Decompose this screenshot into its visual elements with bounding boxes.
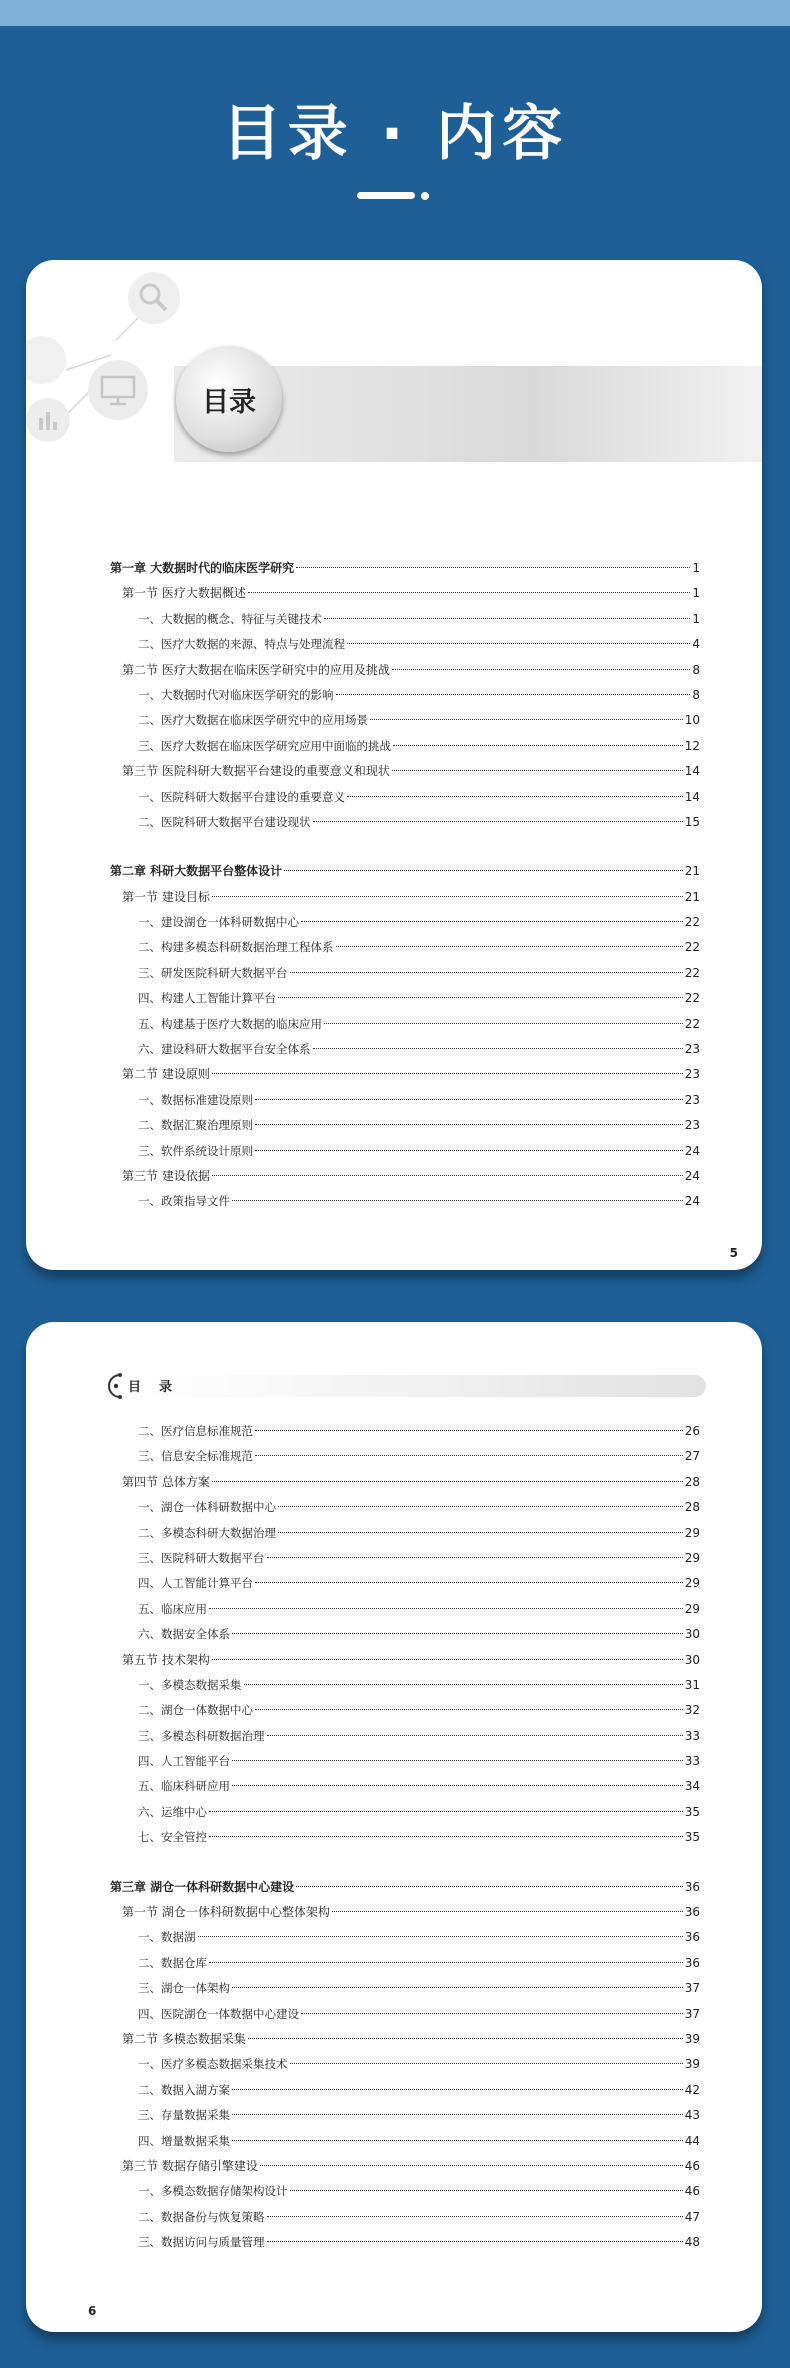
dot-leader — [267, 2241, 683, 2242]
dot-leader — [301, 2013, 683, 2014]
dot-leader — [324, 618, 690, 619]
toc-entry-title: 第三节 数据存储引擎建设 — [122, 2158, 258, 2173]
dot-leader — [392, 669, 691, 670]
dot-leader — [212, 896, 683, 897]
toc-subsection-entry — [110, 1749, 700, 1774]
toc-subsection-entry — [110, 1444, 700, 1469]
toc-entry-page: 30 — [684, 1652, 700, 1667]
toc-list — [110, 556, 700, 1215]
dot-leader — [212, 1175, 683, 1176]
dot-leader — [267, 1735, 683, 1736]
toc-entry-title: 第一章 大数据时代的临床医学研究 — [110, 561, 295, 575]
document-icon — [26, 336, 66, 384]
title-underline-dot — [421, 192, 429, 200]
toc-section-entry — [110, 885, 700, 910]
toc-entry-title: 二、医院科研大数据平台建设现状 — [138, 814, 311, 829]
toc-entry-page: 28 — [684, 1474, 700, 1489]
dot-leader — [313, 821, 683, 822]
toc-entry-page: 23 — [684, 1118, 700, 1133]
toc-page-5 — [26, 260, 762, 1270]
toc-subsection-entry — [110, 1698, 700, 1723]
toc-entry-page: 29 — [684, 1576, 700, 1591]
toc-entry-title: 三、研发医院科研大数据平台 — [138, 965, 288, 980]
toc-entry-title: 二、医疗信息标准规范 — [138, 1424, 253, 1438]
toc-entry-title: 二、医疗大数据在临床医学研究中的应用场景 — [138, 713, 368, 728]
toc-subsection-entry — [110, 1088, 700, 1113]
toc-entry-page: 24 — [684, 1143, 700, 1158]
dot-leader — [284, 870, 683, 871]
dot-leader — [232, 1760, 683, 1761]
dot-leader — [324, 1023, 683, 1024]
toc-section-entry — [110, 1648, 700, 1673]
toc-entry-page: 23 — [684, 1042, 700, 1057]
dot-leader — [290, 2063, 683, 2064]
toc-entry-title: 三、存量数据采集 — [138, 2108, 230, 2123]
toc-entry-page: 28 — [684, 1500, 700, 1515]
toc-subsection-entry — [110, 708, 700, 733]
toc-subsection-entry — [110, 1012, 700, 1037]
dot-leader — [255, 1099, 683, 1100]
toc-entry-title: 二、多模态科研大数据治理 — [138, 1525, 276, 1540]
toc-entry-page: 36 — [684, 1930, 700, 1945]
toc-entry-title: 二、构建多模态科研数据治理工程体系 — [138, 940, 334, 955]
dot-leader — [290, 972, 683, 973]
toc-chapter-entry — [110, 1875, 700, 1900]
toc-entry-page: 14 — [684, 764, 700, 779]
toc-entry-page: 29 — [684, 1550, 700, 1565]
toc-entry-page: 35 — [684, 1804, 700, 1819]
toc-entry-page: 30 — [684, 1627, 700, 1642]
toc-entry-page: 48 — [684, 2235, 700, 2250]
toc-entry-title: 四、增量数据采集 — [138, 2133, 230, 2148]
toc-entry-page: 15 — [684, 814, 700, 829]
running-head — [106, 1372, 706, 1398]
toc-entry-title: 七、安全管控 — [138, 1830, 207, 1845]
toc-section-entry — [110, 2027, 700, 2052]
toc-entry-page: 37 — [684, 1981, 700, 1996]
toc-entry-title: 六、建设科研大数据平台安全体系 — [138, 1042, 311, 1057]
dot-leader — [212, 1659, 683, 1660]
toc-subsection-entry — [110, 2103, 700, 2128]
toc-entry-page: 8 — [692, 687, 700, 702]
toc-subsection-entry — [110, 1113, 700, 1138]
toc-entry-title: 一、大数据时代对临床医学研究的影响 — [138, 687, 334, 702]
toc-subsection-entry — [110, 1774, 700, 1799]
dot-leader — [209, 1811, 683, 1812]
toc-section-entry — [110, 1900, 700, 1925]
toc-section-entry — [110, 1470, 700, 1495]
toc-section-entry — [110, 759, 700, 784]
search-icon — [128, 272, 180, 324]
toc-subsection-entry — [110, 2230, 700, 2255]
dot-leader — [278, 1532, 683, 1533]
toc-entry-page: 35 — [684, 1830, 700, 1845]
toc-entry-page: 36 — [684, 1879, 700, 1894]
toc-entry-page: 29 — [684, 1525, 700, 1540]
toc-entry-title: 三、数据访问与质量管理 — [138, 2235, 265, 2250]
toc-list — [110, 1419, 700, 2256]
toc-entry-page: 8 — [692, 662, 700, 677]
chart-icon — [26, 398, 70, 442]
toc-entry-title: 一、大数据的概念、特征与关键技术 — [138, 611, 322, 626]
toc-subsection-entry — [110, 1800, 700, 1825]
page-number: 5 — [729, 1246, 738, 1260]
toc-entry-page: 22 — [684, 915, 700, 930]
toc-entry-title: 二、湖仓一体数据中心 — [138, 1703, 253, 1718]
toc-section-entry — [110, 581, 700, 606]
toc-subsection-entry — [110, 810, 700, 835]
toc-entry-title: 一、医院科研大数据平台建设的重要意义 — [138, 789, 345, 804]
toc-entry-page: 46 — [684, 2158, 700, 2173]
toc-entry-title: 第三节 医院科研大数据平台建设的重要意义和现状 — [122, 764, 390, 779]
toc-subsection-entry — [110, 1571, 700, 1596]
toc-entry-page: 22 — [684, 940, 700, 955]
toc-entry-title: 四、人工智能平台 — [138, 1754, 230, 1769]
dot-leader — [232, 1200, 683, 1201]
toc-entry-page: 4 — [692, 637, 700, 652]
toc-subsection-entry — [110, 607, 700, 632]
dot-leader — [255, 1582, 683, 1583]
toc-entry-page: 23 — [684, 1092, 700, 1107]
toc-entry-title: 第一节 湖仓一体科研数据中心整体架构 — [122, 1905, 330, 1920]
toc-entry-page: 33 — [684, 1728, 700, 1743]
dot-leader — [296, 567, 690, 568]
page-title: 目录 · 内容 — [221, 99, 569, 169]
dot-leader — [336, 694, 691, 695]
dot-leader — [212, 1073, 683, 1074]
toc-subsection-entry — [110, 1825, 700, 1850]
dot-leader — [198, 1936, 683, 1937]
toc-entry-page: 1 — [692, 586, 700, 601]
toc-subsection-entry — [110, 1037, 700, 1062]
dot-leader — [267, 1557, 683, 1558]
page-number: 6 — [88, 2304, 97, 2318]
toc-entry-title: 第三节 建设依据 — [122, 1168, 210, 1183]
toc-entry-title: 第二节 医疗大数据在临床医学研究中的应用及挑战 — [122, 662, 390, 677]
dot-leader — [255, 1709, 683, 1710]
dot-leader — [278, 997, 683, 998]
toc-entry-title: 一、数据标准建设原则 — [138, 1092, 253, 1107]
toc-subsection-entry — [110, 1597, 700, 1622]
toc-subsection-entry — [110, 2078, 700, 2103]
toc-entry-title: 四、构建人工智能计算平台 — [138, 991, 276, 1006]
toc-subsection-entry — [110, 1925, 700, 1950]
toc-entry-title: 第二节 建设原则 — [122, 1067, 210, 1082]
dot-leader — [232, 2114, 683, 2115]
dot-leader — [347, 796, 683, 797]
toc-entry-title: 一、多模态数据采集 — [138, 1677, 242, 1692]
toc-entry-page: 24 — [684, 1168, 700, 1183]
dot-leader — [392, 770, 683, 771]
dot-leader — [232, 1785, 683, 1786]
dot-leader — [255, 1124, 683, 1125]
toc-entry-page: 36 — [684, 1905, 700, 1920]
dot-leader — [347, 643, 690, 644]
toc-entry-page: 1 — [692, 561, 700, 575]
toc-badge — [176, 346, 282, 452]
toc-subsection-entry — [110, 961, 700, 986]
toc-subsection-entry — [110, 1495, 700, 1520]
toc-chapter-entry — [110, 859, 700, 884]
toc-chapter-entry — [110, 556, 700, 581]
toc-entry-title: 五、构建基于医疗大数据的临床应用 — [138, 1016, 322, 1031]
dot-leader — [232, 2140, 683, 2141]
monitor-icon — [88, 360, 148, 420]
toc-entry-page: 37 — [684, 2006, 700, 2021]
toc-entry-title: 三、医院科研大数据平台 — [138, 1550, 265, 1565]
toc-entry-title: 三、多模态科研数据治理 — [138, 1728, 265, 1743]
toc-section-entry — [110, 658, 700, 683]
toc-entry-page: 1 — [692, 611, 700, 626]
title-underline — [357, 192, 415, 199]
toc-subsection-entry — [110, 1951, 700, 1976]
toc-entry-page: 21 — [684, 889, 700, 904]
toc-entry-title: 一、湖仓一体科研数据中心 — [138, 1500, 276, 1515]
toc-subsection-entry — [110, 1673, 700, 1698]
toc-entry-title: 一、政策指导文件 — [138, 1194, 230, 1209]
toc-entry-page: 14 — [684, 789, 700, 804]
toc-entry-title: 第二节 多模态数据采集 — [122, 2031, 246, 2046]
toc-subsection-entry — [110, 1521, 700, 1546]
toc-entry-page: 33 — [684, 1754, 700, 1769]
toc-entry-page: 23 — [684, 1067, 700, 1082]
toc-entry-page: 24 — [684, 1194, 700, 1209]
toc-subsection-entry — [110, 2052, 700, 2077]
page-header — [0, 26, 790, 261]
toc-entry-page: 31 — [684, 1677, 700, 1692]
toc-subsection-entry — [110, 785, 700, 810]
toc-entry-title: 三、信息安全标准规范 — [138, 1449, 253, 1464]
toc-entry-page: 29 — [684, 1601, 700, 1616]
dot-leader — [290, 2190, 683, 2191]
toc-subsection-entry — [110, 683, 700, 708]
toc-entry-page: 21 — [684, 864, 700, 879]
toc-subsection-entry — [110, 1546, 700, 1571]
toc-section-entry — [110, 1164, 700, 1189]
toc-entry-page: 10 — [684, 713, 700, 728]
toc-entry-title: 一、多模态数据存储架构设计 — [138, 2184, 288, 2199]
toc-entry-title: 第四节 总体方案 — [122, 1474, 210, 1489]
running-head-bar — [144, 1375, 706, 1397]
dot-leader — [248, 2038, 683, 2039]
toc-subsection-entry — [110, 2129, 700, 2154]
toc-entry-title: 二、数据备份与恢复策略 — [138, 2209, 265, 2224]
toc-entry-title: 六、数据安全体系 — [138, 1627, 230, 1642]
toc-entry-page: 12 — [684, 738, 700, 753]
toc-entry-page: 27 — [684, 1449, 700, 1464]
toc-entry-title: 二、数据入湖方案 — [138, 2082, 230, 2097]
dot-leader — [244, 1684, 683, 1685]
toc-subsection-entry — [110, 734, 700, 759]
dot-leader — [393, 745, 683, 746]
toc-subsection-entry — [110, 1724, 700, 1749]
toc-subsection-entry — [110, 2205, 700, 2230]
toc-entry-page: 47 — [684, 2209, 700, 2224]
toc-entry-title: 第二章 科研大数据平台整体设计 — [110, 864, 283, 879]
dot-leader — [301, 921, 683, 922]
toc-entry-page: 46 — [684, 2184, 700, 2199]
toc-subsection-entry — [110, 1976, 700, 2001]
running-head-label: 目录 — [128, 1380, 191, 1395]
toc-subsection-entry — [110, 632, 700, 657]
dot-leader — [336, 946, 683, 947]
toc-section-entry — [110, 1062, 700, 1087]
toc-entry-title: 五、临床应用 — [138, 1601, 207, 1616]
toc-entry-title: 四、医院湖仓一体数据中心建设 — [138, 2006, 299, 2021]
top-band — [0, 0, 790, 26]
toc-entry-title: 四、人工智能计算平台 — [138, 1576, 253, 1591]
toc-entry-page: 22 — [684, 1016, 700, 1031]
toc-entry-page: 36 — [684, 1955, 700, 1970]
toc-entry-page: 43 — [684, 2108, 700, 2123]
dot-leader — [248, 592, 691, 593]
dot-leader — [232, 1987, 683, 1988]
toc-subsection-entry — [110, 986, 700, 1011]
toc-entry-page: 34 — [684, 1779, 700, 1794]
toc-entry-page: 22 — [684, 991, 700, 1006]
toc-entry-title: 第一节 医疗大数据概述 — [122, 586, 246, 601]
dot-leader — [370, 719, 683, 720]
dot-leader — [209, 1608, 683, 1609]
toc-entry-title: 二、数据仓库 — [138, 1955, 207, 1970]
toc-subsection-entry — [110, 2002, 700, 2027]
dot-leader — [255, 1455, 683, 1456]
toc-entry-title: 六、运维中心 — [138, 1804, 207, 1819]
toc-entry-page: 32 — [684, 1703, 700, 1718]
toc-entry-title: 二、数据汇聚治理原则 — [138, 1118, 253, 1133]
toc-entry-title: 一、建设湖仓一体科研数据中心 — [138, 915, 299, 930]
toc-subsection-entry — [110, 2179, 700, 2204]
dot-leader — [209, 1962, 683, 1963]
toc-entry-page: 39 — [684, 2031, 700, 2046]
toc-subsection-entry — [110, 910, 700, 935]
toc-subsection-entry — [110, 935, 700, 960]
toc-entry-title: 三、医疗大数据在临床医学研究应用中面临的挑战 — [138, 738, 391, 753]
toc-entry-page: 22 — [684, 965, 700, 980]
toc-entry-title: 一、数据湖 — [138, 1930, 196, 1945]
toc-entry-title: 五、临床科研应用 — [138, 1779, 230, 1794]
toc-subsection-entry — [110, 1419, 700, 1444]
dot-leader — [232, 2089, 683, 2090]
dot-leader — [212, 1481, 683, 1482]
toc-entry-title: 第三章 湖仓一体科研数据中心建设 — [110, 1879, 295, 1894]
toc-subsection-entry — [110, 1622, 700, 1647]
toc-entry-page: 44 — [684, 2133, 700, 2148]
dot-leader — [209, 1836, 683, 1837]
dot-leader — [332, 1911, 683, 1912]
toc-entry-page: 42 — [684, 2082, 700, 2097]
toc-entry-title: 三、湖仓一体架构 — [138, 1981, 230, 1996]
toc-page-6 — [26, 1322, 762, 2332]
toc-entry-title: 一、医疗多模态数据采集技术 — [138, 2057, 288, 2072]
toc-badge-label: 目录 — [202, 387, 256, 418]
toc-entry-page: 39 — [684, 2057, 700, 2072]
dot-leader — [267, 2216, 683, 2217]
toc-entry-title: 二、医疗大数据的来源、特点与处理流程 — [138, 637, 345, 652]
toc-entry-title: 第一节 建设目标 — [122, 889, 210, 904]
toc-entry-page: 26 — [684, 1424, 700, 1438]
dot-leader — [232, 1633, 683, 1634]
dot-leader — [278, 1506, 683, 1507]
dot-leader — [296, 1886, 683, 1887]
dot-leader — [313, 1048, 683, 1049]
toc-section-entry — [110, 2154, 700, 2179]
dot-leader — [255, 1430, 683, 1431]
toc-subsection-entry — [110, 1189, 700, 1214]
toc-entry-title: 第五节 技术架构 — [122, 1652, 210, 1667]
toc-entry-title: 三、软件系统设计原则 — [138, 1143, 253, 1158]
dot-leader — [255, 1150, 683, 1151]
dot-leader — [260, 2165, 683, 2166]
toc-subsection-entry — [110, 1139, 700, 1164]
